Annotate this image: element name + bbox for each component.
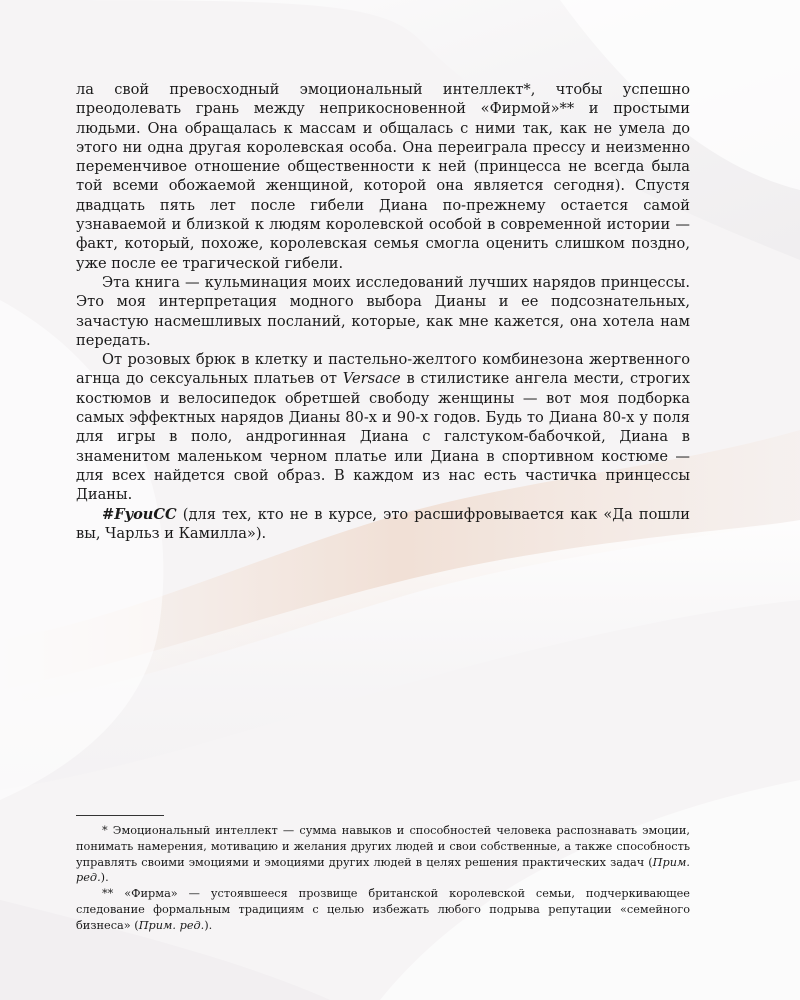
paragraph-1 — [76, 80, 690, 273]
footnotes — [76, 815, 690, 934]
paragraph-3-text-after: в стилистике ангела мести, строгих костюмов и велосипедок обретшей свободу женщины — вот моя подборка самых эффектных нарядов Дианы 80-х и 90-х годов. Будь то Диана 80-х у поля для игры в поло, андрогинная Диана с галстуком-бабочкой, Диана в знаменитом маленьком черном платье или Диана в спортивном костюме — для всех найдется свой образ. В каждом из нас есть частичка принцессы Дианы. — [76, 370, 690, 504]
footnote-1-tail: ). — [100, 871, 109, 885]
footnote-2-text: ** «Фирма» — устоявшееся прозвище британской королевской семьи, подчеркивающее следование формальным традициям с целью избежать любого подрыва репутации «семейного бизнеса» ( — [76, 887, 690, 932]
footnote-1-editor-note: Прим. ред. — [76, 855, 690, 885]
versace-emphasis: Versace — [342, 370, 401, 388]
paragraph-2 — [76, 273, 690, 350]
hashtag: #FyouCC — [102, 505, 177, 523]
footnote-2 — [76, 886, 690, 933]
footnote-1 — [76, 823, 690, 886]
paragraph-3-text-before: От розовых брюк в клетку и пастельно-желтого комбинезона жертвенного агнца до сексуальных платьев от — [76, 351, 690, 388]
footnote-divider — [76, 815, 164, 816]
paragraph-4 — [76, 505, 690, 544]
paragraph-2-text: Эта книга — кульминация моих исследований лучших нарядов принцессы. Это моя интерпретация модного выбора Дианы и ее подсознательных, зачастую насмешливых посланий, которые, как мне кажется, она хотела нам передать. — [76, 273, 690, 349]
paragraph-3 — [76, 350, 690, 504]
footnote-2-editor-note: Прим. ред. — [138, 918, 205, 932]
footnote-2-tail: ). — [204, 918, 213, 932]
footnote-1-text: * Эмоциональный интеллект — сумма навыков и способностей человека распознавать эмоции, понимать намерения, мотивацию и желания других людей и свои собственные, а также способность управлять своими эмоциями и эмоциями других людей в целях решения практических задач ( — [76, 824, 690, 869]
main-text-block — [76, 80, 690, 543]
paragraph-4-text: (для тех, кто не в курсе, это расшифровывается как «Да пошли вы, Чарльз и Камилла»). — [76, 505, 690, 542]
paragraph-1-text: ла свой превосходный эмоциональный интеллект*, чтобы успешно преодолевать грань между неприкосновенной «Фирмой»** и простыми людьми. Она обращалась к массам и общалась с ними так, как не умела до этого ни одна другая королевская особа. Она переиграла прессу и неизменно переменчивое отношение общественности к ней (принцесса не всегда была той всеми обожаемой женщиной, которой она является сегодня). Спустя двадцать пять лет после гибели Диана по-прежнему остается самой узнаваемой и близкой к людям королевской особой в современной истории — факт, который, похоже, королевская семья смогла оценить слишком поздно, уже после ее трагической гибели. — [76, 81, 690, 272]
